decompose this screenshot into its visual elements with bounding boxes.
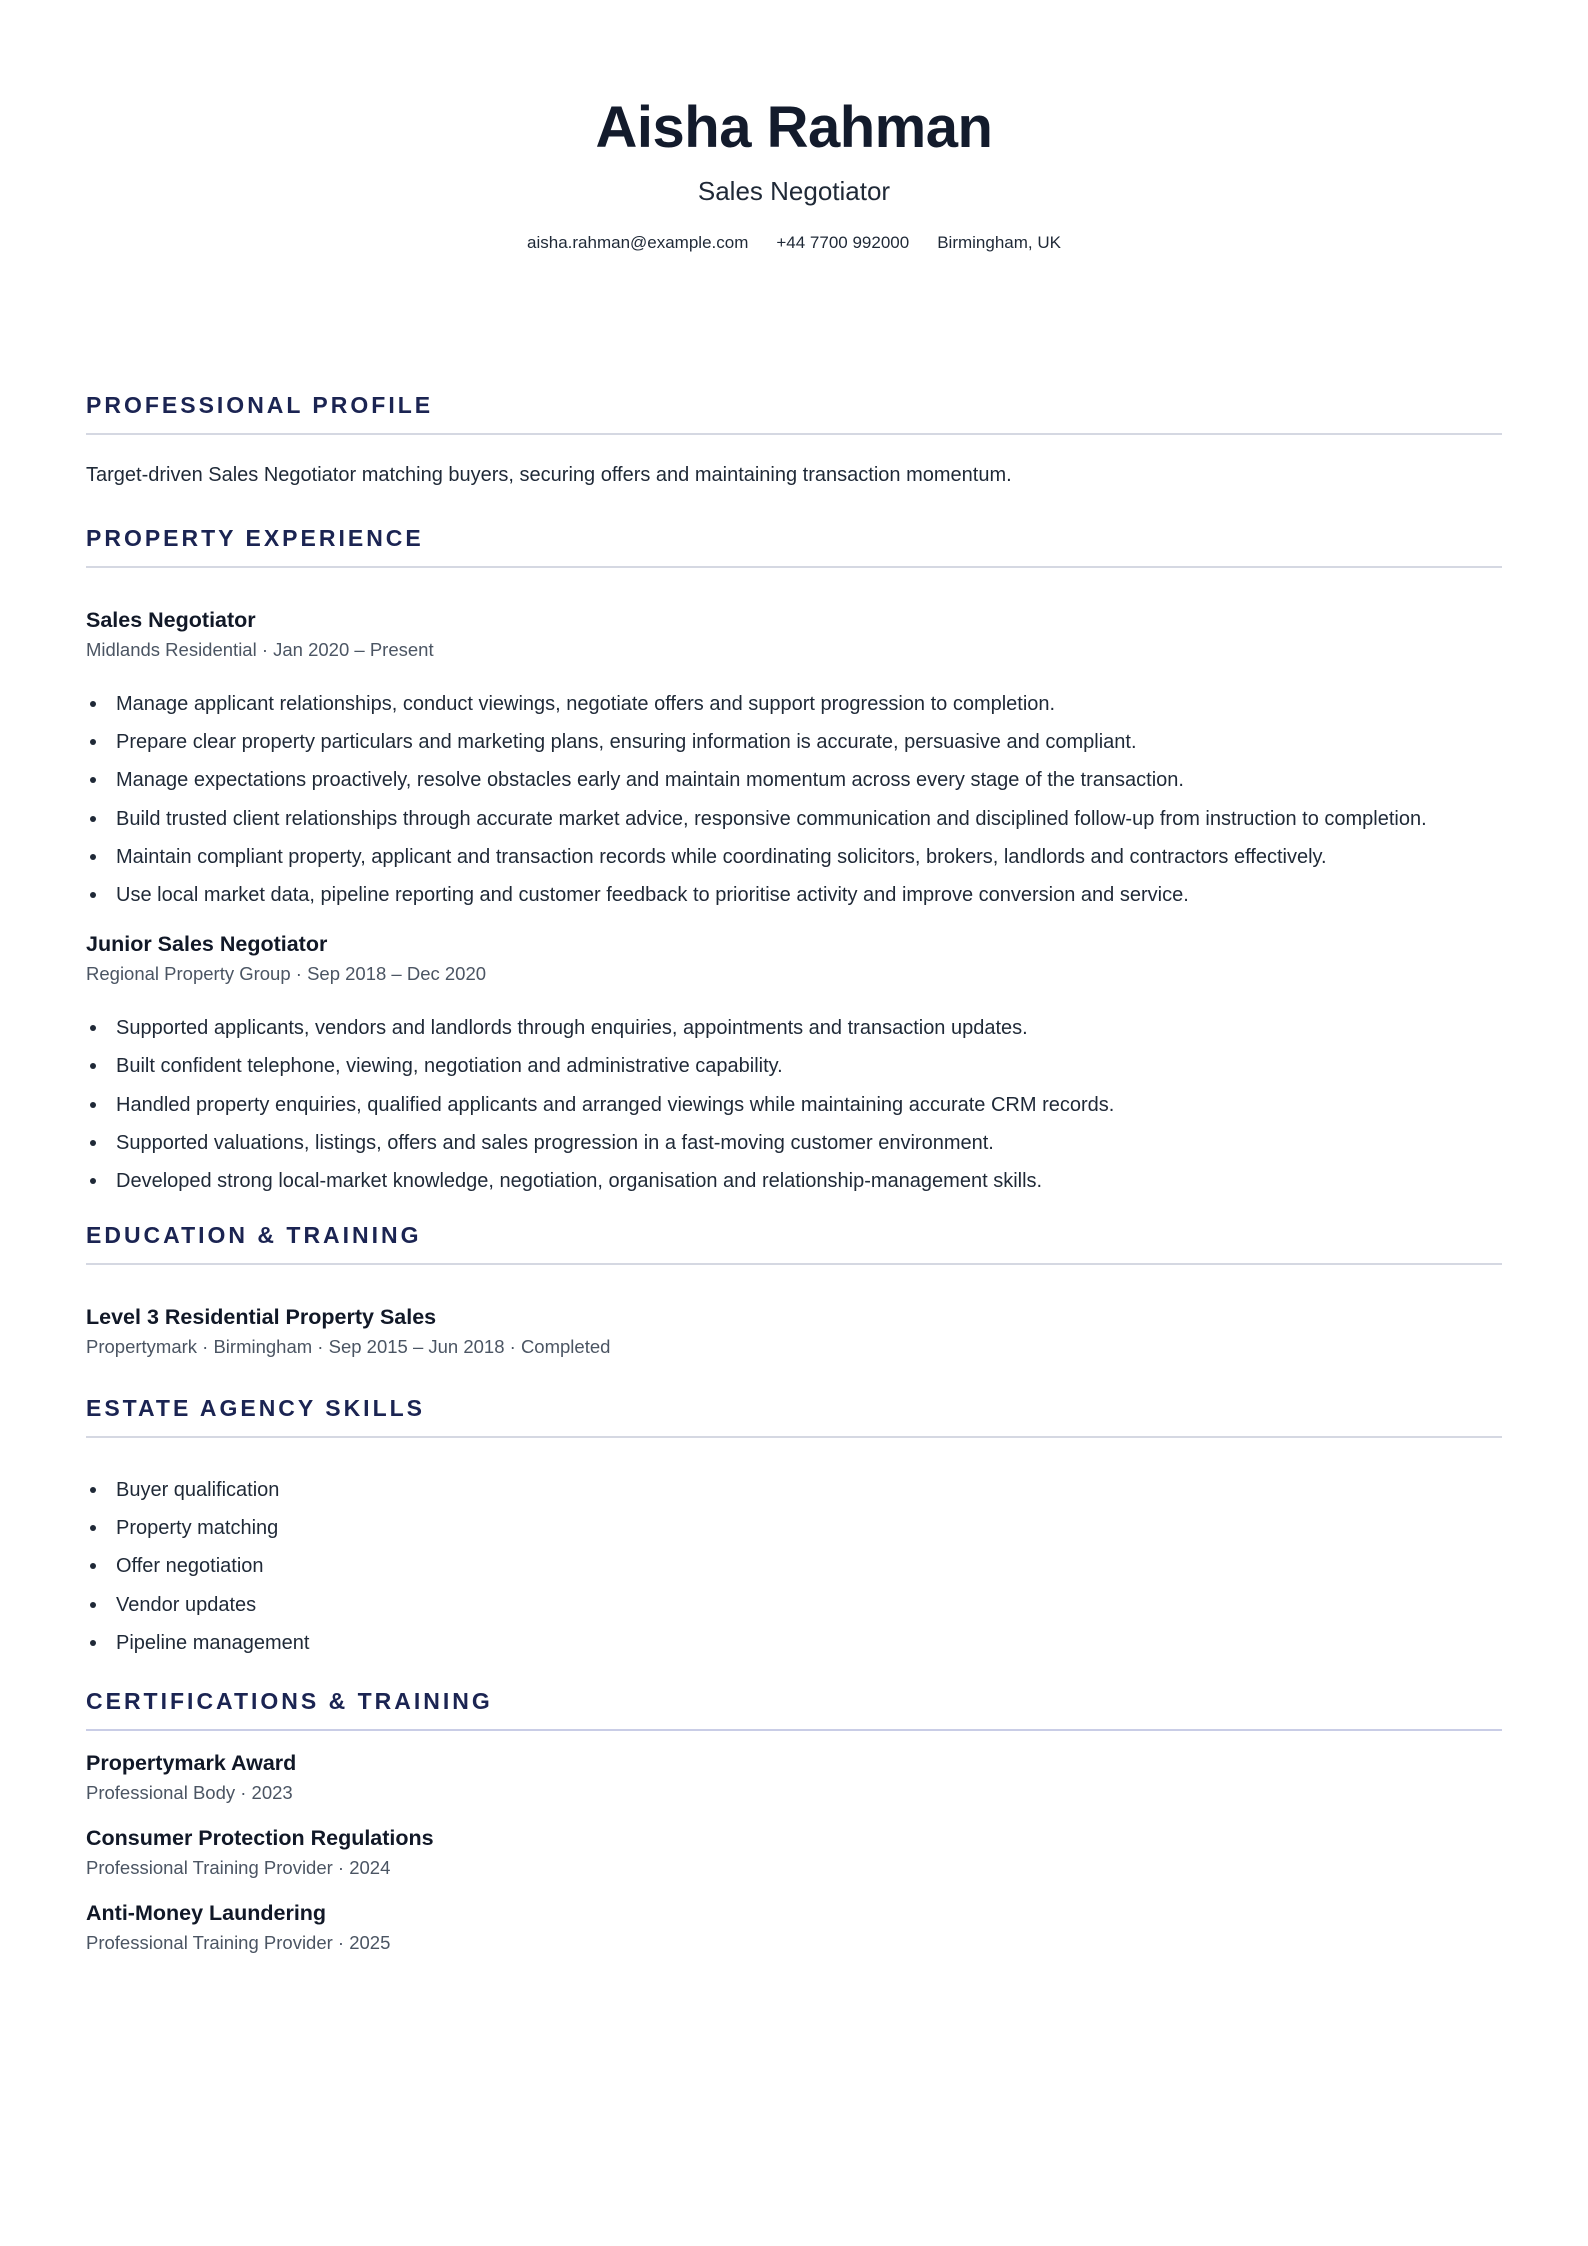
job-bullets — [86, 685, 1502, 914]
profile-heading: PROFESSIONAL PROFILE — [86, 392, 434, 418]
job-entry — [86, 608, 1502, 914]
certifications-heading: CERTIFICATIONS & TRAINING — [86, 1688, 493, 1714]
job-meta: Regional Property Group · Sep 2018 – Dec 2020 — [86, 963, 487, 984]
contact-email[interactable]: aisha.rahman@example.com — [527, 232, 749, 252]
list-item: Developed strong local-market knowledge, negotiation, organisation and relationship-management skills. — [86, 1162, 1502, 1200]
list-item: Handled property enquiries, qualified applicants and arranged viewings while maintaining accurate CRM records. — [86, 1086, 1502, 1124]
list-item: Use local market data, pipeline reporting and customer feedback to prioritise activity and improve conversion and service. — [86, 876, 1502, 914]
cert-title: Consumer Protection Regulations — [86, 1825, 434, 1850]
profile-section — [86, 394, 1502, 487]
section-divider — [86, 566, 1502, 568]
list-item: Vendor updates — [86, 1586, 1502, 1624]
cert-entry — [86, 1901, 1502, 1954]
list-item: Buyer qualification — [86, 1471, 1502, 1509]
cert-title: Propertymark Award — [86, 1751, 297, 1775]
contact-phone[interactable]: +44 7700 992000 — [776, 232, 910, 252]
cert-entry — [86, 1751, 1502, 1804]
candidate-title: Sales Negotiator — [697, 175, 891, 206]
skills-list — [86, 1471, 1502, 1662]
list-item: Built confident telephone, viewing, negotiation and administrative capability. — [86, 1047, 1502, 1085]
cert-title: Anti-Money Laundering — [86, 1900, 327, 1925]
education-entry — [86, 1305, 1502, 1358]
job-title: Sales Negotiator — [86, 608, 256, 632]
profile-text: Target-driven Sales Negotiator matching buyers, securing offers and maintaining transaction momentum. — [86, 464, 1012, 486]
contact-line — [86, 233, 1502, 253]
experience-section — [86, 527, 1502, 1200]
section-divider — [86, 433, 1502, 435]
section-divider — [86, 1436, 1502, 1438]
list-item: Manage applicant relationships, conduct viewings, negotiate offers and support progression to completion. — [86, 685, 1502, 723]
list-item: Manage expectations proactively, resolve obstacles early and maintain momentum across every stage of the transaction. — [86, 761, 1502, 799]
job-entry — [86, 932, 1502, 1200]
cert-meta: Professional Body · 2023 — [86, 1781, 293, 1803]
experience-heading: PROPERTY EXPERIENCE — [86, 525, 424, 551]
candidate-name: Aisha Rahman — [595, 95, 993, 160]
list-item: Supported applicants, vendors and landlords through enquiries, appointments and transaction updates. — [86, 1009, 1502, 1047]
list-item: Pipeline management — [86, 1624, 1502, 1662]
certifications-section — [86, 1690, 1502, 1954]
resume-header — [86, 0, 1502, 253]
education-section — [86, 1224, 1502, 1358]
job-meta: Midlands Residential · Jan 2020 – Present — [86, 638, 434, 660]
list-item: Property matching — [86, 1509, 1502, 1547]
skills-section — [86, 1397, 1502, 1662]
education-heading: EDUCATION & TRAINING — [86, 1222, 422, 1248]
education-meta: Propertymark · Birmingham · Sep 2015 – Jun 2018 · Completed — [86, 1335, 611, 1357]
education-title: Level 3 Residential Property Sales — [86, 1305, 437, 1329]
section-divider — [86, 1729, 1502, 1731]
list-item: Prepare clear property particulars and marketing plans, ensuring information is accurate, persuasive and compliant. — [86, 723, 1502, 761]
job-title: Junior Sales Negotiator — [86, 932, 328, 957]
list-item: Maintain compliant property, applicant and transaction records while coordinating solicitors, brokers, landlords and contractors effectively. — [86, 838, 1502, 876]
cert-entry — [86, 1826, 1502, 1879]
job-bullets — [86, 1009, 1502, 1200]
section-divider — [86, 1263, 1502, 1265]
cert-meta: Professional Training Provider · 2025 — [86, 1931, 391, 1953]
list-item: Offer negotiation — [86, 1547, 1502, 1585]
skills-heading: ESTATE AGENCY SKILLS — [86, 1395, 426, 1421]
list-item: Supported valuations, listings, offers and sales progression in a fast-moving customer environment. — [86, 1124, 1502, 1162]
contact-location: Birmingham, UK — [937, 232, 1061, 252]
list-item: Build trusted client relationships through accurate market advice, responsive communication and disciplined follow-up from instruction to completion. — [86, 800, 1502, 838]
cert-meta: Professional Training Provider · 2024 — [86, 1856, 391, 1878]
